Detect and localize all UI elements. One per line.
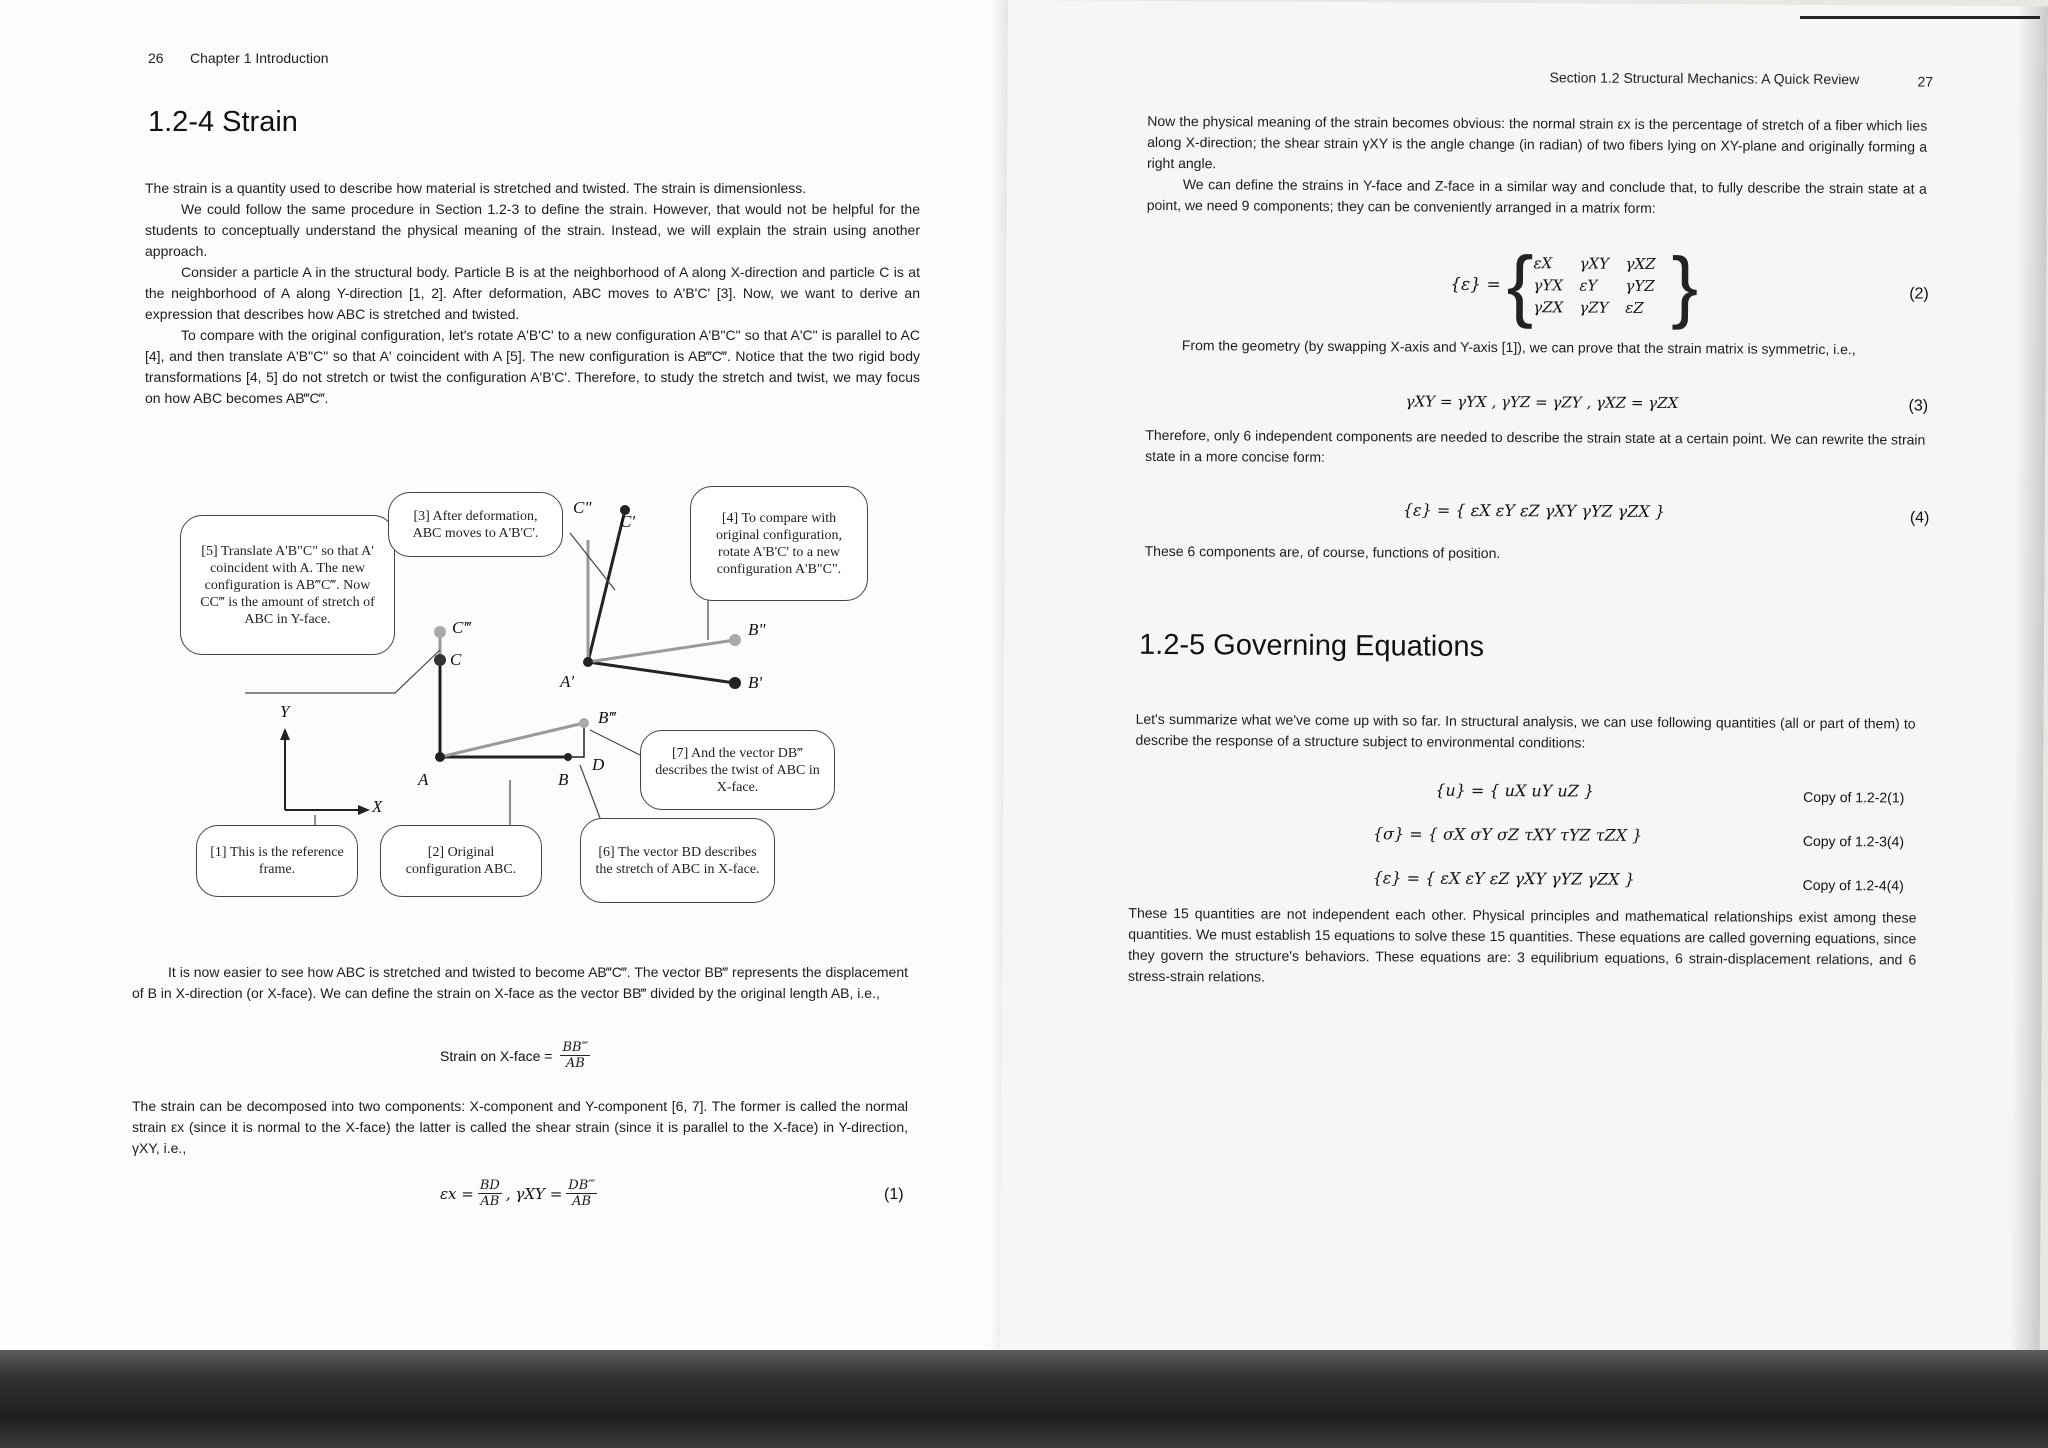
fraction — [560, 1040, 590, 1071]
pointer-c3 — [570, 533, 615, 590]
copy-reference: Copy of 1.2-4(4) — [1802, 876, 1904, 894]
label-Y: Y — [280, 702, 290, 721]
point-B1 — [729, 677, 741, 689]
equation-prefix: Strain on X-face = — [440, 1047, 553, 1064]
matrix-cell: εZ — [1625, 298, 1644, 317]
equation-1 — [440, 1178, 601, 1209]
strain-intro-text — [145, 178, 920, 409]
equation-number: (3) — [1908, 397, 1929, 415]
label-C1: C' — [620, 512, 635, 531]
paragraph: It is now easier to see how ABC is stretched and twisted to become AB‴C‴. The vector BB‴ represents the displacement of B in X-direction (or X-face). We can define the strain on X-face as the vector BB‴ divided by the original length AB, i.e., — [132, 964, 908, 1001]
label-C3: C‴ — [452, 618, 471, 637]
fraction-numerator: BB‴ — [562, 1040, 589, 1055]
segment-AB3 — [440, 723, 584, 757]
matrix-cell: γZY — [1579, 298, 1609, 317]
paragraph: We can define the strains in Y-face and Z-face in a similar way and conclude that, to fully describe the strain state at a point, we need 9 components; they can be conveniently arranged in a matrix form: — [1146, 176, 1927, 216]
callout-after-deformation: [3] After deformation, ABC moves to A'B'C'. — [388, 492, 563, 557]
fraction-denominator: AB — [572, 1194, 592, 1209]
brace-right: } — [1671, 241, 1699, 331]
fraction-denominator: AB — [480, 1194, 500, 1209]
callout-translate: [5] Translate A'B"C" so that A' coincident with A. The new configuration is AB‴C‴. Now CC‴ is the amount of stretch of ABC in Y-face. — [180, 515, 395, 655]
y-axis-arrow — [280, 728, 290, 740]
governing-equations-text: These 15 quantities are not independent each other. Physical principles and mathematical relationships exist among these quantities. We must establish 15 equations to solve these 15 quantities. These equations are called governing equations, since they govern the structure's behaviors. These equations are: 3 equilibrium equations, 6 strain-displacement relations, and 6 stress-strain relations. — [1127, 904, 1917, 985]
eq1-lhs2: , γXY = — [505, 1184, 563, 1203]
x-axis-arrow — [358, 805, 370, 815]
matrix-cell: εX — [1533, 254, 1553, 273]
top-rule — [1800, 16, 2040, 19]
callout-stretch: [6] The vector BD describes the stretch of ABC in X-face. — [580, 818, 775, 903]
summary-text: Let's summarize what we've come up with so far. In structural analysis, we can use following quantities (all or part of them) to describe the response of a structure subject to environmental conditions: — [1135, 710, 1916, 751]
callout-original-config: [2] Original configuration ABC. — [380, 825, 542, 897]
equation-number: (1) — [884, 1186, 904, 1203]
matrix-cell: γYZ — [1625, 276, 1655, 295]
equation-number: (2) — [1909, 285, 1929, 303]
strain-matrix — [1533, 254, 1671, 317]
segment-A1C1 — [588, 510, 625, 662]
callout-twist: [7] And the vector DB‴ describes the twist of ABC in X-face. — [640, 730, 835, 810]
fraction — [566, 1178, 597, 1209]
point-C — [434, 654, 446, 666]
matrix-cell: γZX — [1533, 298, 1564, 317]
paragraph: Consider a particle A in the structural body. Particle B is at the neighborhood of A along X-direction and particle C is at the neighborhood of A along Y-direction [1, 2]. After deformation, ABC moves to A'B'C' [3]. Now, we want to derive an expression that describes how ABC is stretched and twisted. — [145, 264, 920, 322]
paragraph: Now the physical meaning of the strain becomes obvious: the normal strain εx is the percentage of stretch of a fiber which lies along X-direction; the shear strain γXY is the angle change (in radian) of two fibers lying on XY-plane and originally forming a right angle. — [1146, 112, 1928, 172]
functions-text: These 6 components are, of course, functions of position. — [1144, 542, 1501, 562]
segment-A1B2 — [588, 640, 735, 662]
copy-reference: Copy of 1.2-3(4) — [1802, 832, 1905, 850]
equation-epsilon: {ε} = { εX εY εZ γXY γYZ γZX } — [1372, 868, 1635, 889]
strain-xface-equation — [440, 1040, 590, 1071]
page-edge-shadow — [2010, 6, 2048, 1366]
paragraph: The strain is a quantity used to describe how material is stretched and twisted. The strain is dimensionless. — [145, 180, 807, 196]
strain-diagram — [0, 480, 1008, 920]
section-title-governing: 1.2-5 Governing Equations — [1138, 628, 1485, 663]
equation-number: (4) — [1909, 509, 1930, 527]
right-page — [1000, 0, 2048, 1366]
callout-rotate: [4] To compare with original configuration, rotate A'B'C' to a new configuration A'B"C". — [690, 486, 868, 601]
page-number-left: 26 — [148, 50, 164, 66]
matrix-cell: γXY — [1579, 254, 1610, 273]
equation-sigma: {σ} = { σX σY σZ τXY τYZ τZX } — [1372, 824, 1643, 845]
label-B1: B' — [748, 673, 763, 692]
label-C2: C" — [573, 498, 592, 517]
label-B3: B‴ — [598, 708, 616, 727]
point-C3 — [434, 626, 446, 638]
symmetry-text: From the geometry (by swapping X-axis and Y-axis [1]), we can prove that the strain matrix is symmetric, i.e., — [1181, 337, 1856, 358]
strain-meaning-text — [1147, 111, 1928, 221]
page-number-right: 27 — [1917, 73, 1934, 90]
equation-u: {u} = { uX uY uZ } — [1435, 780, 1595, 801]
matrix-cell: γXZ — [1625, 254, 1656, 273]
callout-reference-frame: [1] This is the reference frame. — [196, 825, 358, 897]
eq1-lhs: εx = — [440, 1184, 474, 1203]
paragraph: To compare with the original configuration, let's rotate A'B'C' to a new configuration A'B"C" so that A'C" is parallel to AC [4], and then translate A'B"C" so that A' coincident with A [5]. The new configuration is AB‴C‴. Notice that the two rigid body transformations [4, 5] do not stretch or twist the configuration A'B'C'. Therefore, to study the stretch and twist, we may focus on how ABC becomes AB‴C‴. — [145, 327, 920, 406]
paragraph: The strain can be decomposed into two components: X-component and Y-component [6, 7]. The former is called the normal strain εx (since it is normal to the X-face) the latter is called the shear strain (since it is parallel to the X-face) in Y-direction, γXY, i.e., — [132, 1098, 908, 1156]
label-D: D — [592, 755, 605, 774]
point-A — [435, 752, 445, 762]
matrix-cell: γYX — [1533, 276, 1563, 295]
running-head-right: Section 1.2 Structural Mechanics: A Quick Review — [1549, 69, 1860, 88]
fraction-numerator: DB‴ — [568, 1178, 596, 1193]
section-title-strain: 1.2-4 Strain — [148, 106, 298, 138]
label-C: C — [450, 650, 462, 669]
scan-bottom-band — [0, 1350, 2048, 1448]
label-A1: A' — [560, 672, 575, 691]
label-A: A — [418, 770, 429, 789]
brace-left: { — [1506, 240, 1534, 330]
fraction — [478, 1178, 502, 1209]
point-A1 — [583, 657, 593, 667]
triangle-BDB3 — [568, 723, 584, 757]
paragraph: We could follow the same procedure in Section 1.2-3 to define the strain. However, that would not be helpful for the students to conceptually understand the physical meaning of the strain. Instead, we will explain the strain using another approach. — [145, 201, 920, 259]
segment-A1B1 — [588, 662, 735, 683]
fraction-denominator: AB — [565, 1056, 585, 1071]
pointer-c5 — [245, 650, 440, 693]
equation-3: γXY = γYX , γYZ = γZY , γXZ = γZX — [1405, 392, 1679, 413]
point-B — [564, 753, 572, 761]
label-X: X — [372, 797, 383, 816]
equation-2 — [1450, 240, 1699, 331]
matrix-cell: εY — [1579, 276, 1598, 295]
label-B: B — [558, 770, 569, 789]
pointer-c7 — [590, 730, 640, 755]
point-B2 — [729, 634, 741, 646]
fraction-numerator: BD — [479, 1178, 500, 1193]
left-page — [0, 0, 1008, 1360]
matrix-lhs: {ε} = — [1450, 274, 1501, 296]
copy-reference: Copy of 1.2-2(1) — [1803, 788, 1905, 806]
running-head-left: Chapter 1 Introduction — [190, 50, 329, 66]
strain-explanation-text — [132, 962, 908, 1004]
label-B2: B" — [748, 620, 766, 639]
equation-4: {ε} = { εX εY εZ γXY γYZ γZX } — [1402, 500, 1666, 522]
six-components-text: Therefore, only 6 independent components are needed to describe the strain state at a certain point. We can rewrite the strain state in a more concise form: — [1145, 426, 1926, 465]
strain-decomposition-text — [132, 1096, 908, 1159]
point-B3 — [579, 718, 589, 728]
